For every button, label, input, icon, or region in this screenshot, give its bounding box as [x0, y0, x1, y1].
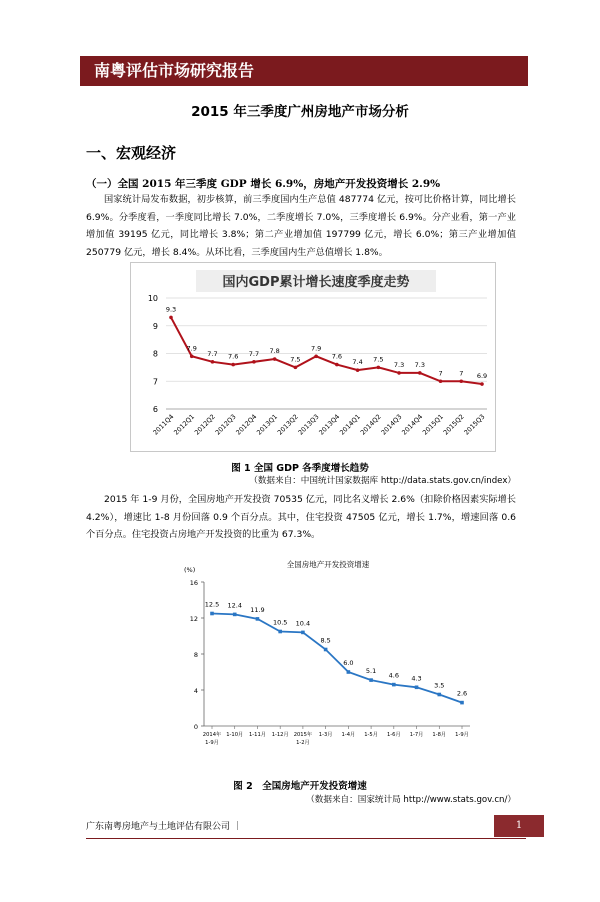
chart-title: 全国房地产开发投资增速 [286, 560, 370, 569]
series-line-investment [212, 614, 462, 703]
data-label: 7 [459, 369, 464, 378]
y-tick-label: 10 [147, 294, 158, 303]
data-label: 9.3 [165, 305, 177, 314]
data-label: 7.3 [393, 360, 405, 369]
x-tick-label: 2015Q1 [421, 412, 445, 437]
data-label: 12.4 [227, 601, 242, 610]
x-tick-label: 2014Q4 [400, 412, 425, 437]
report-header-bar [80, 56, 528, 86]
y-tick-label: 8 [152, 349, 158, 359]
data-label: 7.8 [269, 347, 280, 356]
x-tick-label: 2012Q3 [213, 412, 238, 437]
data-label: 7.3 [414, 360, 425, 369]
data-point [273, 357, 277, 361]
x-tick-label: 1-8月 [432, 732, 447, 738]
y-tick-label: 8 [193, 651, 198, 659]
chart-title: 国内GDP累计增长速度季度走势 [222, 275, 410, 290]
x-tick-label: 2012Q1 [172, 412, 197, 437]
figure-2-source: （数据来自：国家统计局 http://www.stats.gov.cn/） [306, 795, 516, 805]
data-label: 6.0 [343, 659, 354, 667]
document-title: 2015 年三季度广州房地产市场分析 [191, 104, 409, 120]
x-tick-label: 1-4月 [341, 732, 356, 738]
data-point [256, 617, 260, 621]
x-tick-label: 1-12月 [271, 732, 289, 738]
gdp-chart-svg [131, 263, 497, 453]
y-tick-label: 12 [189, 615, 198, 623]
x-tick-label: 2014Q3 [379, 412, 404, 437]
data-label: 7.4 [352, 358, 363, 367]
x-tick-label: 2015Q3 [462, 412, 487, 437]
data-point [459, 379, 463, 383]
data-point [335, 363, 339, 367]
data-point [480, 382, 484, 386]
data-point [437, 693, 441, 697]
data-label: 7.9 [186, 344, 197, 353]
data-point [356, 368, 360, 372]
x-tick-label: 1-5月 [364, 732, 378, 738]
x-tick-label: 2014Q1 [338, 412, 363, 437]
data-label: 7.5 [290, 355, 301, 364]
data-label: 12.5 [204, 600, 220, 609]
y-tick-label: 9 [152, 321, 158, 331]
x-tick-label: 1-11月 [248, 732, 266, 738]
x-tick-label: 2013Q2 [275, 412, 300, 437]
figure-1-source: （数据来自：中国统计国家数据库 http://data.stats.gov.cn/index） [249, 476, 516, 486]
x-tick-label: 2012Q4 [234, 412, 259, 437]
data-point [324, 648, 328, 652]
section-heading: 一、宏观经济 [86, 144, 177, 162]
x-tick-label: 2015Q2 [441, 412, 466, 437]
data-point [392, 683, 396, 687]
x-tick-label: 1-9月 [205, 740, 219, 746]
data-point [190, 354, 194, 358]
data-label: 11.9 [250, 605, 265, 614]
y-tick-label: 4 [193, 687, 198, 695]
data-label: 3.5 [434, 681, 445, 690]
data-label: 7.7 [248, 349, 260, 358]
x-tick-label: 2013Q3 [296, 412, 321, 437]
gdp-growth-chart [130, 262, 496, 452]
x-tick-label: 2013Q4 [317, 412, 342, 437]
data-point [439, 379, 443, 383]
data-point [347, 670, 351, 674]
footer-rule [86, 838, 526, 839]
data-point [301, 631, 305, 635]
x-tick-label: 1-7月 [409, 732, 424, 738]
data-point [460, 701, 464, 705]
paragraph-investment: 2015 年 1-9 月份，全国房地产开发投资 70535 亿元，同比名义增长 2.6%（扣除价格因素实际增长 4.2%），增速比 1-8 月份回落 0.9 个百分点。其中，住宅投资 47505 亿元，增长 1.7%，增速回落 0.6 个百分点。住宅投资占房地产开发投资的比重为 67.3%。 [86, 494, 516, 541]
data-point [252, 360, 256, 364]
paragraph-gdp: 国家统计局发布数据，初步核算，前三季度国内生产总值 487774 亿元，按可比价格计算，同比增长 6.9%。分季度看，一季度同比增长 7.0%，二季度增长 7.0%，三季度增长 6.9%。分产业看，第一产业增加值 39195 亿元，同比增长 3.8%；第二产业增加值 197799 亿元，增长 6.0%；第三产业增加值 250779 亿元，增长 8.4%。从环比看，三季度国内生产总值增长 1.8%。 [86, 194, 516, 258]
y-tick-label: 0 [193, 723, 198, 731]
investment-growth-chart [178, 556, 480, 754]
x-tick-label: 2014Q2 [358, 412, 383, 437]
data-point [369, 678, 373, 682]
data-label: 10.4 [295, 619, 311, 628]
report-header-title: 南粤评估市场研究报告 [94, 61, 255, 80]
data-label: 4.3 [411, 674, 422, 683]
subsection-heading: （一）全国 2015 年三季度 GDP 增长 6.9%，房地产开发投资增长 2.9% [86, 178, 441, 190]
x-tick-label: 1-9月 [455, 732, 469, 738]
y-tick-label: 6 [152, 405, 158, 414]
x-tick-label: 2014年 [202, 732, 222, 738]
data-label: 7.6 [228, 352, 239, 361]
x-tick-label: 2015年 [293, 732, 313, 738]
x-tick-label: 2011Q4 [151, 412, 176, 437]
figure-1-caption: 图 1 全国 GDP 各季度增长趋势 [231, 463, 369, 474]
data-label: 7.7 [207, 349, 218, 358]
x-tick-label: 1-10月 [226, 732, 244, 738]
data-label: 6.9 [476, 372, 488, 381]
data-point [397, 371, 401, 375]
data-label: 7.9 [310, 344, 322, 353]
x-tick-label: 1-2月 [296, 740, 310, 746]
x-tick-label: 1-3月 [318, 732, 333, 738]
data-label: 2.6 [456, 689, 468, 698]
data-point [231, 363, 235, 367]
data-point [377, 366, 381, 370]
data-point [210, 612, 214, 616]
data-point [233, 613, 237, 617]
data-label: 4.6 [388, 671, 399, 680]
data-label: 8.5 [320, 636, 331, 645]
data-point [415, 686, 419, 690]
data-label: 7 [438, 369, 443, 378]
x-tick-label: 2013Q1 [255, 412, 280, 437]
data-point [294, 366, 298, 370]
data-label: 10.5 [272, 618, 288, 627]
y-tick-label: 7 [152, 377, 158, 387]
figure-2-caption: 图 2 全国房地产开发投资增速 [233, 781, 367, 792]
data-point [211, 360, 215, 364]
data-label: 7.6 [331, 352, 343, 361]
data-point [418, 371, 422, 375]
data-point [278, 630, 282, 634]
investment-chart-svg [178, 556, 480, 754]
x-tick-label: 2012Q2 [192, 412, 217, 437]
series-line-gdp [171, 317, 482, 384]
data-label: 5.1 [365, 667, 377, 676]
page-number: 1 [494, 815, 544, 837]
y-tick-label: 16 [189, 579, 198, 587]
data-point [169, 316, 173, 320]
footer-company: 广东南粤房地产与土地评估有限公司 ｜ [86, 822, 242, 832]
data-point [314, 354, 318, 358]
data-label: 7.5 [373, 355, 384, 364]
y-axis-unit-label: (%) [184, 566, 196, 574]
x-tick-label: 1-6月 [386, 732, 401, 738]
